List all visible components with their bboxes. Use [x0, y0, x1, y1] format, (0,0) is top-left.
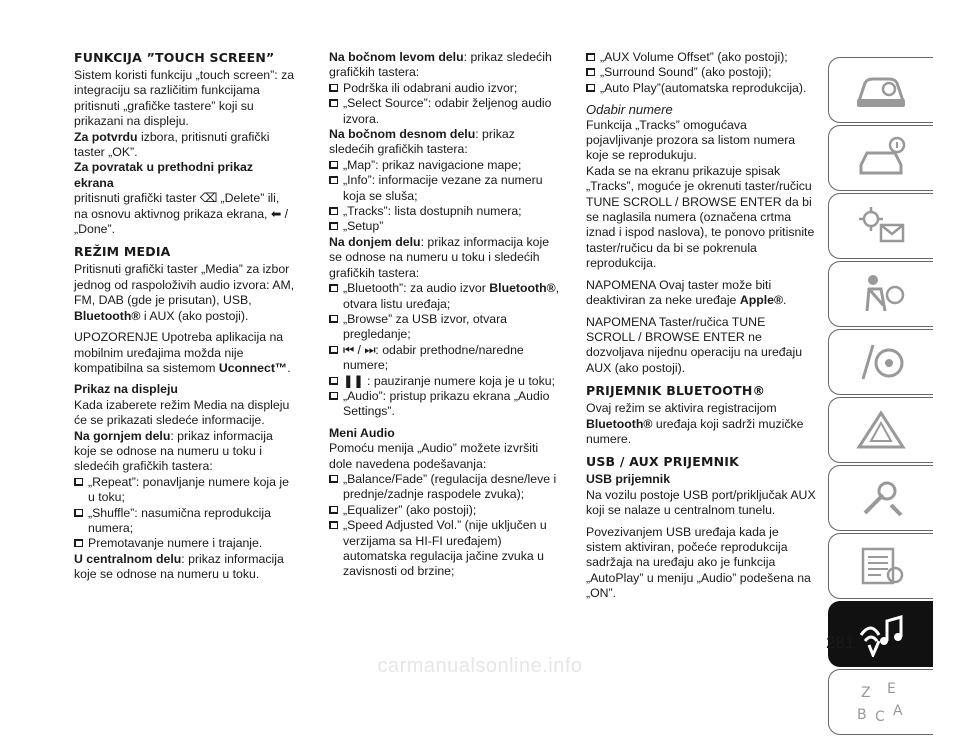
svg-text:E: E [887, 681, 896, 697]
note-text: NAPOMENA Ovaj taster može biti deaktiviran za neke uređaje [586, 277, 772, 308]
tab-specifications[interactable] [828, 533, 933, 599]
bullet-text: „Map”: prikaz navigacione mape; [343, 157, 522, 172]
column-3 [586, 50, 816, 602]
bullet-text: „Auto Play”(automatska reprodukcija). [600, 80, 807, 95]
list-item [329, 312, 561, 343]
list-item [74, 506, 296, 537]
bt-text: Ovaj režim se aktivira registracijom [586, 401, 777, 416]
subhead-menu-audio: Meni Audio [329, 425, 395, 440]
bullet-text: „Balance/Fade” (regulacija desne/leve i prednje/zadnje raspodele zvuka); [343, 471, 557, 502]
list-item [329, 389, 561, 420]
subhead-usb: USB prijemnik [586, 472, 671, 487]
warning-text: UPOZORENJE Upotreba aplikacija na mobilnim uređajima možda nije kompatibilna sa sistemom [74, 330, 284, 375]
checkbox-bullet-icon [329, 377, 338, 385]
seatbelt-safety-icon [851, 271, 911, 317]
paragraph-odabir-1: Funkcija „Tracks” omogućava pojavljivanje prozora sa listom numera koje se reprodukuju. [586, 117, 796, 163]
bullet-text: „AUX Volume Offset” (ako postoji); [600, 50, 788, 64]
text-media-bt: Bluetooth® [74, 308, 141, 323]
checkbox-bullet-icon [329, 176, 338, 184]
tab-dashboard[interactable] [828, 57, 933, 123]
svg-text:B: B [857, 707, 867, 723]
list-item [329, 518, 561, 580]
bullet-text-end: , otvara listu uređaja; [343, 281, 560, 311]
warning-note [74, 330, 296, 376]
hazard-icon [851, 407, 911, 453]
list-item [329, 281, 561, 312]
svg-text:A: A [893, 703, 903, 719]
car-dashboard-icon [851, 67, 911, 113]
checkbox-bullet-icon [329, 222, 338, 230]
warning-bold: Uconnect™ [218, 360, 288, 375]
paragraph-bluetooth [586, 401, 816, 447]
paragraph-odabir-2: Kada se na ekranu prikazuje spisak „Tracks”, moguće je okrenuti taster/ručicu TUNE SCROLL / BROWSE ENTER da bi se naglasila numera (označena crtma iznad i ispod naslova), te ponovo pritisnite taster/ručicu da bi se pokrenula reprodukcija. [586, 163, 815, 271]
list-item [586, 65, 816, 80]
checkbox-bullet-icon [586, 53, 595, 61]
heading-media: REŽIM MEDIA [74, 244, 171, 260]
text-center: : prikaz informacija koje se odnose na numeru u toku. [74, 551, 284, 582]
text-bottom: : prikaz informacija koje se odnose na numeru u toku i sledećih grafičkih tastera: [329, 234, 550, 280]
list-item [329, 158, 561, 173]
bullet-text: „Setup” [343, 219, 384, 234]
list-item [329, 81, 561, 96]
column-1 [74, 50, 296, 583]
text-media-end: i AUX (ako postoji). [140, 308, 249, 323]
paragraph-usb-2: Povezivanjem USB uređaja kada je sistem aktiviran, počeće reprodukcija sadržaja na uređaju ako je funkcija „AutoPlay” u meniju „Audio” podešena na „ON”. [586, 524, 811, 601]
checkbox-bullet-icon [329, 99, 338, 107]
text-media: Pritisnuti grafički taster „Media” za izbor jednog od raspoloživih audio izvora: AM, FM, DAB (gde je prisutan), USB, [74, 262, 295, 308]
tab-safety[interactable] [828, 261, 933, 327]
label-center: U centralnom delu [74, 551, 182, 566]
paragraph-usb-1: Na vozilu postoje USB port/priključak AUX koji se nalaze u centralnom tunelu. [586, 487, 816, 518]
bullet-text: „Repeat”: ponavljanje numere koja je u toku; [88, 474, 289, 505]
paragraph-back: pritisnuti grafički taster ⌫ „Delete” ili, na osnovu aktivnog prikaza ekrana, ⬅ /„Done”. [74, 191, 289, 237]
heading-touch-screen: FUNKCIJA ”TOUCH SCREEN” [74, 50, 275, 65]
paragraph-center [74, 552, 296, 583]
list-item [329, 503, 561, 518]
checkbox-bullet-icon [329, 506, 338, 514]
bullet-text: „Browse” za USB izvor, otvara pregledanje; [343, 311, 508, 342]
bullet-text: Premotavanje numere i trajanje. [88, 536, 263, 551]
tab-maintenance[interactable] [828, 465, 933, 531]
list-item [586, 81, 816, 96]
bullet-text: Podrška ili odabrani audio izvor; [343, 80, 518, 95]
column-2 [329, 50, 561, 580]
tab-emergency[interactable] [828, 397, 933, 463]
list-item [329, 204, 561, 219]
svg-text:C: C [875, 709, 885, 725]
checkbox-bullet-icon [329, 161, 338, 169]
tab-warnings[interactable] [828, 193, 933, 259]
paragraph-confirm [74, 130, 296, 161]
warning-end: . [287, 360, 291, 375]
subhead-odabir: Odabir numere [586, 102, 673, 118]
label-top: Na gornjem delu [74, 428, 171, 443]
label-confirm: Za potvrdu [74, 129, 138, 144]
note-end: . [783, 293, 787, 308]
paragraph-right [329, 127, 561, 158]
text-top: : prikaz informacija koje se odnose na numeru u toku i sledećih grafičkih tastera: [74, 428, 273, 474]
tab-vehicle-info[interactable] [828, 125, 933, 191]
bt-text-end: uređaja koji sadrži muzičke numere. [586, 416, 804, 446]
paragraph-top [74, 429, 296, 475]
paragraph-touch: Sistem koristi funkciju „touch screen”: za integraciju sa različitim funkcijama pritisnuti „grafičke tastere” koji su prikazani na displeju. [74, 68, 295, 129]
label-bottom: Na donjem delu [329, 234, 421, 249]
heading-bluetooth: PRIJEMNIK BLUETOOTH® [586, 383, 766, 399]
bullet-text: „Bluetooth”: za audio izvor [343, 281, 490, 296]
list-item [329, 96, 561, 127]
tab-alphabetical-index[interactable] [828, 669, 933, 735]
checkbox-bullet-icon [74, 509, 83, 517]
checkbox-bullet-icon [329, 392, 338, 400]
watermark: carmanualsonline.info [377, 655, 583, 677]
checkbox-bullet-icon [329, 521, 338, 529]
checkbox-bullet-icon [74, 539, 83, 547]
list-item [586, 50, 816, 65]
label-right: Na bočnom desnom delu [329, 127, 476, 142]
bullet-text: „Info”: informacije vezane za numeru koja se sluša; [343, 173, 543, 203]
bullet-text: ❚❚ : pauziranje numere koja je u toku; [343, 373, 556, 388]
wrench-icon [851, 475, 911, 521]
car-info-icon [851, 135, 911, 181]
checkbox-bullet-icon [74, 478, 83, 486]
text-right: : prikaz sledećih grafičkih tastera: [329, 127, 515, 157]
alphabet-index-icon [851, 679, 911, 725]
warning-lights-icon [851, 203, 911, 249]
bullet-text: „Tracks”: lista dostupnih numera; [343, 204, 522, 219]
list-item [329, 219, 561, 234]
checkbox-bullet-icon [329, 84, 338, 92]
bullet-bold: Bluetooth® [489, 281, 556, 296]
bullet-text: „Surround Sound” (ako postoji); [600, 65, 772, 80]
bullet-text: „Speed Adjusted Vol.” (nije uključen u verzijama sa HI-FI uređajem) automatska regulacija jačine zvuka u zavisnosti od brzine; [343, 518, 547, 579]
list-item [329, 343, 561, 374]
svg-text:Z: Z [861, 685, 871, 701]
bullet-text: „Select Source”: odabir željenog audio izvora. [343, 96, 552, 126]
checkbox-bullet-icon [586, 84, 595, 92]
text-left: : prikaz sledećih grafičkih tastera: [329, 50, 552, 80]
paragraph-display: Kada izaberete režim Media na displeju će se prikazati sledeće informacije. [74, 397, 290, 428]
text-confirm: izbora, pritisnuti grafički taster „OK”. [74, 129, 270, 160]
note-aux: NAPOMENA Taster/ručica TUNE SCROLL / BROWSE ENTER ne dozvoljava nijednu operaciju na uređaju AUX (ako postoji). [586, 314, 803, 375]
steering-wheel-icon [851, 339, 911, 385]
checkbox-bullet-icon [329, 475, 338, 483]
bullet-text: „Equalizer” (ako postoji); [343, 502, 477, 517]
paragraph-left [329, 50, 561, 81]
note-bold: Apple® [739, 293, 784, 308]
list-item [329, 472, 561, 503]
bullet-text: „Audio”: pristup prikazu ekrana „Audio Settings”. [343, 388, 550, 419]
list-item [74, 536, 296, 551]
list-item [74, 475, 296, 506]
list-item [329, 173, 561, 204]
checkbox-bullet-icon [329, 207, 338, 215]
paragraph-menu: Pomoću menija „Audio” možete izvršiti dole navedena podešavanja: [329, 441, 539, 471]
checkbox-bullet-icon [586, 68, 595, 76]
checkbox-bullet-icon [329, 315, 338, 323]
label-left: Na bočnom levom delu [329, 50, 464, 64]
specifications-list-icon [851, 543, 911, 589]
paragraph-bottom [329, 235, 561, 281]
paragraph-media [74, 262, 296, 324]
tab-driving[interactable] [828, 329, 933, 395]
page-number: 281 [826, 633, 855, 652]
checkbox-bullet-icon [329, 284, 338, 292]
subhead-display: Prikaz na displeju [74, 382, 178, 397]
bt-bold: Bluetooth® [586, 416, 653, 431]
bullet-text: „Shuffle”: nasumična reprodukcija numera; [88, 505, 271, 535]
heading-usb-aux: USB / AUX PRIJEMNIK [586, 454, 740, 470]
checkbox-bullet-icon [329, 346, 338, 354]
list-item [329, 374, 561, 389]
note-apple [586, 278, 816, 309]
subhead-back: Za povratak u prethodni prikaz ekrana [74, 160, 254, 190]
bullet-text: ⏮ / ⏭: odabir prethodne/naredne numere; [343, 342, 524, 373]
